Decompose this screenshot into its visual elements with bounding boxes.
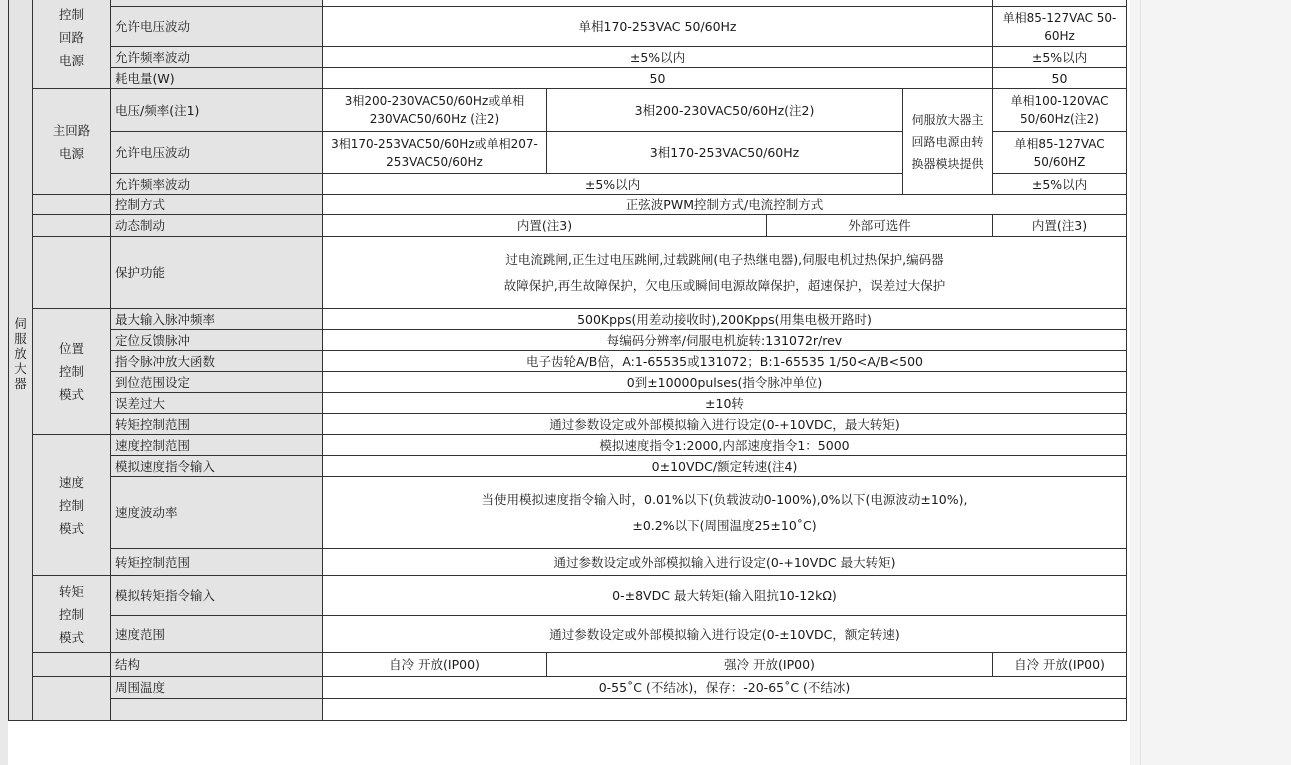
row-label: 到位范围设定: [111, 372, 323, 393]
cell-col2: 3相170-253VAC50/60Hz: [547, 132, 903, 174]
cell-col1: 3相200-230VAC50/60Hz或单相230VAC50/60Hz (注2): [323, 89, 547, 132]
row-label: 定位反馈脉冲: [111, 330, 323, 351]
table-row: [9, 372, 1127, 393]
cell-value: 单相170-253VAC 50/60Hz: [323, 7, 993, 47]
servo-amplifier-label: 伺服放大器: [9, 0, 33, 721]
row-label: 允许电压波动: [111, 132, 323, 174]
cell-value: ±5%以内: [323, 174, 903, 195]
table-row: [9, 237, 1127, 309]
torque-control-mode-label: 转矩控制模式: [33, 576, 111, 653]
row-label: 动态制动: [111, 215, 323, 237]
table-row: [9, 393, 1127, 414]
table-row: [9, 677, 1127, 699]
cell-value: 0-±8VDC 最大转矩(输入阻抗10-12kΩ): [323, 576, 1127, 616]
panel-divider: [1140, 0, 1141, 765]
cell-alt: 单相100-120VAC 50/60Hz(注2): [993, 89, 1127, 132]
left-margin: [0, 0, 8, 765]
row-label: 周围温度: [111, 677, 323, 699]
table-row: [9, 699, 1127, 721]
row-label: 电压/频率(注1): [111, 89, 323, 132]
cell-col1: 内置(注3): [323, 215, 767, 237]
cell-alt: ±5%以内: [993, 174, 1127, 195]
cell-value: 0±10VDC/额定转速(注4): [323, 456, 1127, 477]
row-label: 模拟速度指令输入: [111, 456, 323, 477]
table-row: [9, 653, 1127, 677]
table-row: [9, 215, 1127, 237]
table-row: [9, 576, 1127, 616]
table-row: [9, 68, 1127, 89]
cell-alt: 单相85-127VAC 50/60HZ: [993, 132, 1127, 174]
cell-value: 模拟速度指令1:2000,内部速度指令1：5000: [323, 435, 1127, 456]
row-label: 速度波动率: [111, 477, 323, 549]
table-row: [9, 89, 1127, 132]
converter-note: 伺服放大器主回路电源由转换器模块提供: [903, 89, 993, 195]
row-label: 允许频率波动: [111, 47, 323, 68]
row-label: 允许电压波动: [111, 7, 323, 47]
row-label: 最大输入脉冲频率: [111, 309, 323, 330]
cell-col2: 外部可选件: [767, 215, 993, 237]
cell-value: 正弦波PWM控制方式/电流控制方式: [323, 195, 1127, 215]
table-row: [9, 351, 1127, 372]
table-row: [9, 330, 1127, 351]
table-row: [9, 549, 1127, 576]
speed-fluct-line-1: 当使用模拟速度指令输入时，0.01%以下(负载波动0-100%),0%以下(电源波动±10%),: [481, 491, 968, 507]
cell-value: 电子齿轮A/B倍，A:1-65535或131072；B:1-65535 1/50<A/B<500: [323, 351, 1127, 372]
cell-alt: 50: [993, 68, 1127, 89]
table-row: [9, 456, 1127, 477]
cell-value: 500Kpps(用差动接收时),200Kpps(用集电极开路时): [323, 309, 1127, 330]
cell-value: ±5%以内: [323, 47, 993, 68]
table-row: [9, 7, 1127, 47]
cell-col1: 自冷 开放(IP00): [323, 653, 547, 677]
main-circuit-power-label: 主回路电源: [33, 89, 111, 195]
table-row: [9, 435, 1127, 456]
table-row: [9, 616, 1127, 653]
table-row: [9, 477, 1127, 549]
cell-value: 0-55˚C (不结冰)，保存：-20-65˚C (不结冰): [323, 677, 1127, 699]
row-label: 耗电量(W): [111, 68, 323, 89]
speed-control-mode-label: 速度控制模式: [33, 435, 111, 576]
cell-col2: 强冷 开放(IP00): [547, 653, 993, 677]
position-control-mode-label: 位置控制模式: [33, 309, 111, 435]
table-row: [9, 309, 1127, 330]
cell-value: ±10转: [323, 393, 1127, 414]
cell-alt: ±5%以内: [993, 47, 1127, 68]
row-label: 转矩控制范围: [111, 414, 323, 435]
control-circuit-power-label: 控制回路电源: [33, 0, 111, 89]
right-side-panel: [1130, 0, 1291, 765]
row-label: 结构: [111, 653, 323, 677]
cell-value: [323, 237, 1127, 309]
row-label: 控制方式: [111, 195, 323, 215]
row-label: 速度控制范围: [111, 435, 323, 456]
row-label: 误差过大: [111, 393, 323, 414]
table-row: [9, 47, 1127, 68]
row-label: 指令脉冲放大函数: [111, 351, 323, 372]
cell-value: [323, 477, 1127, 549]
row-label: 速度范围: [111, 616, 323, 653]
row-label: 保护功能: [111, 237, 323, 309]
cell-alt: 自冷 开放(IP00): [993, 653, 1127, 677]
speed-fluct-line-2: ±0.2%以下(周围温度25±10˚C): [632, 517, 817, 533]
table-row: [9, 414, 1127, 435]
cell-alt: 单相85-127VAC 50-60Hz: [993, 7, 1127, 47]
cell-value: 50: [323, 68, 993, 89]
cell-value: 通过参数设定或外部模拟输入进行设定(0-+10VDC，最大转矩): [323, 414, 1127, 435]
cell-value: 每编码分辨率/伺服电机旋转:131072r/rev: [323, 330, 1127, 351]
row-label: 允许频率波动: [111, 174, 323, 195]
servo-spec-table: [8, 0, 1127, 721]
protection-line-1: 过电流跳闸,正生过电压跳闸,过载跳闸(电子热继电器),伺服电机过热保护,编码器: [505, 251, 944, 267]
protection-line-2: 故障保护,再生故障保护，欠电压或瞬间电源故障保护，超速保护，误差过大保护: [503, 277, 946, 293]
table-row: [9, 195, 1127, 215]
cell-value: 通过参数设定或外部模拟输入进行设定(0-±10VDC，额定转速): [323, 616, 1127, 653]
row-label: 转矩控制范围: [111, 549, 323, 576]
cell-col1: 3相170-253VAC50/60Hz或单相207-253VAC50/60Hz: [323, 132, 547, 174]
row-label: 模拟转矩指令输入: [111, 576, 323, 616]
cell-value: 通过参数设定或外部模拟输入进行设定(0-+10VDC 最大转矩): [323, 549, 1127, 576]
cell-col2: 3相200-230VAC50/60Hz(注2): [547, 89, 903, 132]
cell-alt: 内置(注3): [993, 215, 1127, 237]
cell-value: 0到±10000pulses(指令脉冲单位): [323, 372, 1127, 393]
